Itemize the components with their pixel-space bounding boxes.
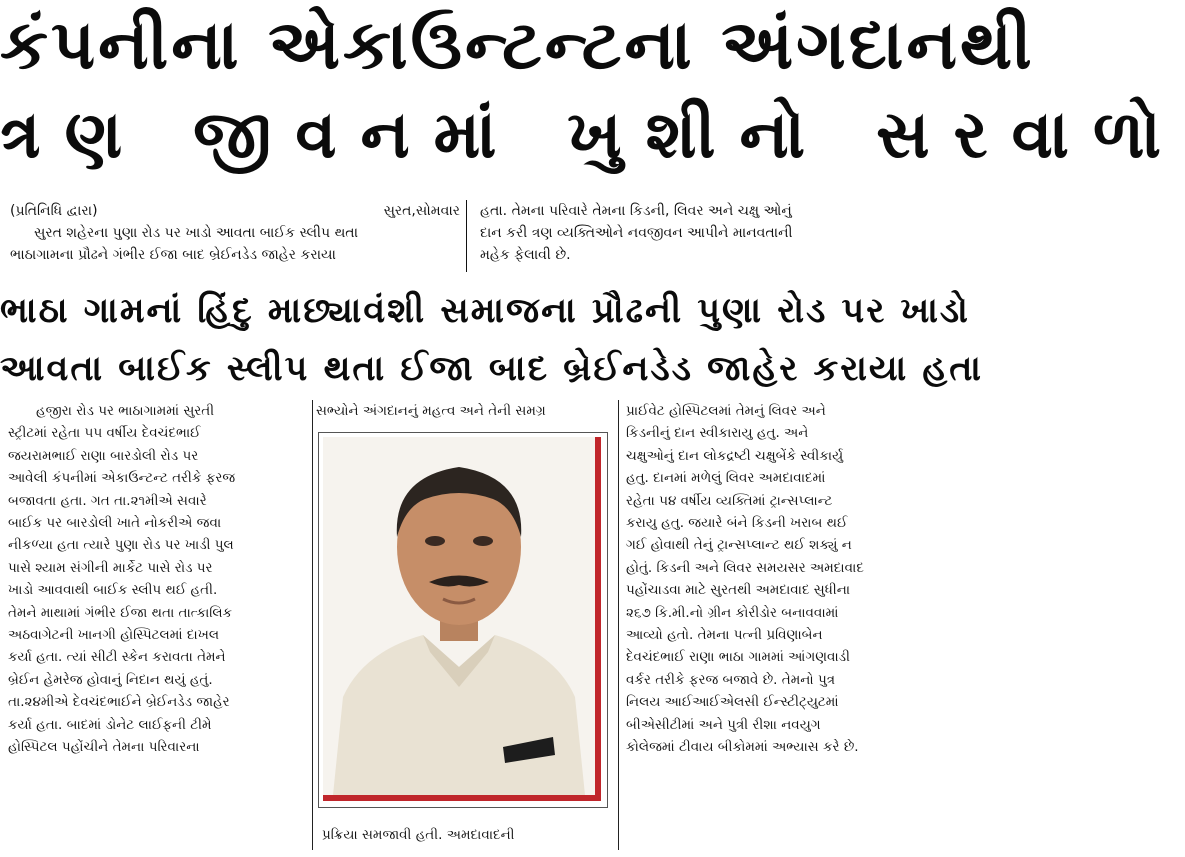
column-line: હોતું. કિડની અને લિવર સમયસર અમદાવાદ	[626, 559, 864, 576]
intro-divider	[466, 200, 467, 272]
column-line: પહોંચાડવા માટે સુરતથી અમદાવાદ સુધીના	[626, 582, 851, 599]
column-line: ખાડો આવવાથી બાઈક સ્લીપ થઈ હતી.	[8, 582, 218, 599]
dateline: સુરત,સોમવાર	[383, 203, 460, 219]
column-line: તેમને માથામાં ગંભીર ઈજા થતા તાત્કાલિક	[8, 604, 233, 621]
column-line: રહેતા ૫૪ વર્ષીય વ્યક્તિમાં ટ્રાન્સપ્લાન્ટ	[626, 492, 833, 509]
column-line: કર્યા હતા. બાદમાં ડોનેટ લાઈફની ટીમે	[8, 716, 212, 733]
column-line: ૨૬૭ કિ.મી.નો ગ્રીન કોરીડોર બનાવવામાં	[626, 604, 839, 621]
article-column-1	[8, 400, 308, 759]
column-line: જયરામભાઈ રાણા બારડોલી રોડ પર	[8, 447, 199, 464]
intro-left-line: ભાઠાગામના પ્રૌઢને ગંભીર ઈજા બાદ બ્રેઈનડેડ જાહેર કરાયા	[10, 247, 336, 263]
column-line: પાસે શ્યામ સંગીની માર્કેટ પાસે રોડ પર	[8, 559, 213, 576]
column-line: નિલય આઈઆઈએલસી ઈન્સ્ટીટ્યુટમાં	[626, 694, 839, 711]
column-line: હોસ્પિટલ પહોંચીને તેમના પરિવારના	[8, 739, 200, 756]
portrait-photo	[323, 437, 601, 801]
portrait-photo-frame	[318, 432, 608, 808]
column-rule	[312, 400, 313, 850]
column-line: ચક્ષુઓનું દાન લોકદ્રષ્ટી ચક્ષુબેંકે સ્વીકાર્યુ	[626, 447, 844, 464]
column-line: આવેલી કંપનીમાં એકાઉન્ટન્ટ તરીકે ફરજ	[8, 470, 236, 487]
byline: (પ્રતિનિધિ દ્વારા)	[10, 203, 98, 219]
headline-line2: ત્રણ જીવનમાં ખુશીનો સરવાળો	[0, 96, 1185, 173]
column-line: હજીરા રોડ પર ભાઠાગામમાં સુરતી	[36, 403, 215, 419]
column-line: બાઈક પર બારડોલી ખાતે નોકરીએ જવા	[8, 515, 222, 532]
column-line: નીકળ્યા હતા ત્યારે પુણા રોડ પર ખાડી પુલ	[8, 537, 234, 554]
column-line: વર્કર તરીકે ફરજ બજાવે છે. તેમનો પુત્ર	[626, 671, 836, 688]
intro-right-line: મહેક ફેલાવી છે.	[480, 247, 571, 263]
column-line: હતુ. દાનમાં મળેલું લિવર અમદાવાદમાં	[626, 470, 826, 487]
article-column-2-bottom: પ્રક્રિયા સમજાવી હતી. અમદાવાદની	[322, 827, 515, 843]
subheadline-line1: ભાઠા ગામનાં હિંદુ માછ્યાવંશી સમાજના પ્રૌઢની પુણા રોડ પર ખાડો	[0, 291, 970, 331]
column-line: દેવચંદભાઈ રાણા ભાઠા ગામમાં આંગણવાડી	[626, 649, 850, 666]
column-line: બજાવતા હતા. ગત તા.૨૧મીએ સવારે	[8, 492, 207, 509]
article-column-3	[626, 400, 926, 759]
intro-right-line: હતા. તેમના પરિવારે તેમના કિડની, લિવર અને ચક્ષુ ઓનું	[480, 203, 792, 219]
column-line: સભ્યોને અંગદાનનું મહત્વ અને તેની સમગ્ર	[316, 403, 546, 419]
column-line: પ્રાઈવેટ હોસ્પિટલમાં તેમનું લિવર અને	[626, 403, 826, 419]
column-line: ગઈ હોવાથી તેનું ટ્રાન્સપ્લાન્ટ થઈ શક્યું ન	[626, 537, 852, 554]
intro-left-line: સુરત શહેરના પુણા રોડ પર ખાડો આવતા બાઈક સ્લીપ થતા	[34, 225, 359, 241]
intro-right-line: દાન કરી ત્રણ વ્યક્તિઓને નવજીવન આપીને માનવતાની	[480, 225, 793, 241]
column-line: અઠવાગેટની ખાનગી હોસ્પિટલમાં દાખલ	[8, 627, 220, 644]
column-line: સ્ટ્રીટમાં રહેતા ૫૫ વર્ષીય દેવચંદભાઈ	[8, 425, 201, 442]
subheadline-line2: આવતા બાઈક સ્લીપ થતા ઈજા બાદ બ્રેઈનડેડ જાહેર કરાયા હતા	[0, 349, 983, 389]
intro-right	[480, 200, 925, 266]
column-line: કરાયુ હતુ. જયારે બંને કિડની ખરાબ થઈ	[626, 515, 848, 532]
column-rule	[618, 400, 619, 850]
article-column-2-top	[316, 400, 612, 424]
column-line: કોલેજમાં ટીવાય બીકોમમાં અભ્યાસ કરે છે.	[626, 739, 859, 756]
column-line: તા.૨૪મીએ દેવચંદભાઈને બ્રેઈનડેડ જાહેર	[8, 694, 230, 711]
column-line: કર્યા હતા. ત્યાં સીટી સ્કેન કરાવતા તેમને	[8, 649, 226, 666]
column-line: બીએસીટીમાં અને પુત્રી રીશા નવયુગ	[626, 716, 821, 733]
column-line: બ્રેઈન હેમરેજ હોવાનું નિદાન થયું હતું.	[8, 671, 213, 688]
column-line: કિડનીનું દાન સ્વીકારાયુ હતુ. અને	[626, 425, 809, 442]
column-line: આવ્યો હતો. તેમના પત્ની પ્રવિણાબેન	[626, 627, 823, 644]
portrait-illustration	[323, 437, 595, 795]
intro-left	[10, 200, 460, 266]
headline-line1: કંપનીના એકાઉન્ટન્ટના અંગદાનથી	[0, 6, 1035, 85]
